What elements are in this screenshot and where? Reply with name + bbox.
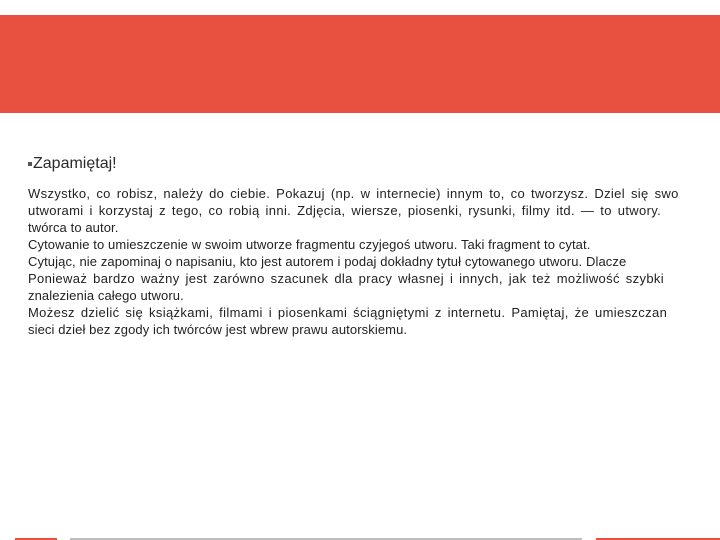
slide-title-row — [28, 155, 117, 173]
bullet-icon — [28, 162, 32, 166]
paragraph-line: Cytowanie to umieszczenie w swoim utworze fragmentu czyjegoś utworu. Taki fragment to cytat. — [28, 237, 591, 252]
paragraph-line: Wszystko, co robisz, należy do ciebie. Pokazuj (np. w internecie) innym to, co tworzysz. Dziel się swo — [28, 186, 679, 201]
slide-body — [28, 185, 720, 338]
header-banner — [0, 15, 720, 113]
paragraph-line: twórca to autor. — [28, 220, 119, 235]
paragraph-line: znalezienia całego utworu. — [28, 288, 184, 303]
paragraph-line: utworami i korzystaj z tego, co robią inni. Zdjęcia, wiersze, piosenki, rysunki, filmy itd. — to utwory. — [28, 203, 662, 218]
top-margin — [0, 0, 720, 15]
paragraph-line: sieci dzieł bez zgody ich twórców jest wbrew prawu autorskiemu. — [28, 322, 408, 337]
slide-title: Zapamiętaj! — [33, 155, 117, 172]
paragraph-line: Możesz dzielić się książkami, filmami i piosenkami ściągniętymi z internetu. Pamiętaj, że umieszczan — [28, 305, 668, 320]
paragraph-line: Cytując, nie zapominaj o napisaniu, kto jest autorem i podaj dokładny tytuł cytowanego utworu. Dlacze — [28, 254, 627, 269]
footer-rules — [0, 536, 720, 540]
paragraph-line: Ponieważ bardzo ważny jest zarówno szacunek dla pracy własnej i innych, jak też możliwość szybki — [28, 271, 665, 286]
